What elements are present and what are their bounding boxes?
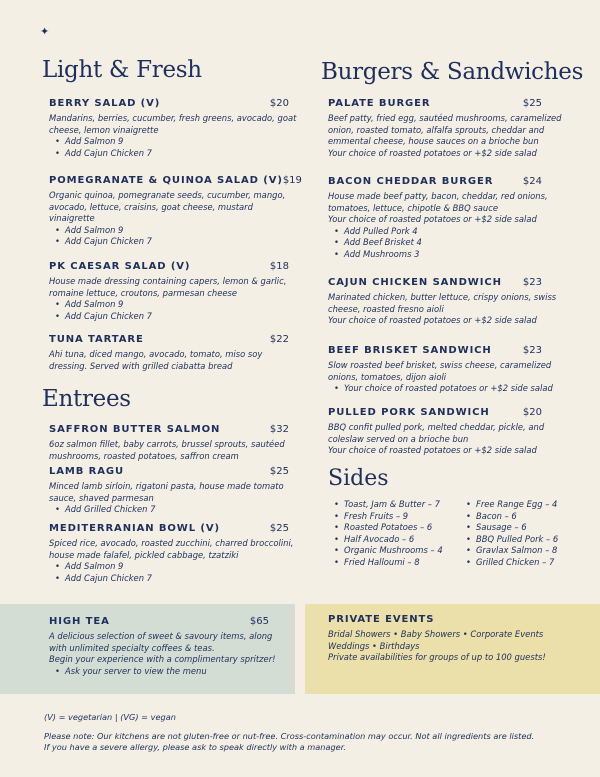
description-line: House made dressing containing capers, lemon & garlic,: [49, 276, 287, 286]
sides-list-left: [328, 499, 443, 569]
description-line: Spiced rice, avocado, roasted zucchini, charred broccolini,: [49, 538, 294, 548]
list-item: • Add Salmon 9: [49, 299, 289, 311]
addon-list: [49, 225, 289, 248]
description-line: Bridal Showers • Baby Showers • Corporate Events: [328, 629, 544, 639]
item-name: TUNA TARTARE: [49, 334, 144, 345]
menu-item: [49, 261, 289, 322]
footer-notes: [44, 712, 574, 754]
description-line: Organic quinoa, pomegranate seeds, cucumber, mango,: [49, 190, 286, 200]
description-line: vinaigrette: [49, 213, 95, 224]
description-line: Your choice of roasted potatoes or +$2 side salad: [328, 445, 537, 456]
addon-list: [328, 226, 542, 261]
menu-item: [328, 176, 548, 261]
item-description: [49, 631, 276, 666]
list-item: • Half Avocado – 6: [328, 534, 443, 546]
description-line: BBQ confit pulled pork, melted cheddar, pickle, and: [328, 422, 545, 432]
item-description: [49, 481, 289, 504]
item-price: $24: [522, 176, 542, 187]
list-item: • Add Mushrooms 3: [328, 249, 542, 261]
description-line: avocado, lettuce, craisins, goat cheese, mustard: [49, 201, 253, 212]
item-description: [328, 292, 557, 327]
menu-item: [328, 98, 562, 159]
item-price: $19: [282, 175, 302, 186]
list-item: • Add Pulled Pork 4: [328, 226, 542, 238]
sides-list-right: [460, 499, 558, 569]
item-name: MEDITERRANIAN BOWL (V): [49, 523, 220, 534]
description-line: coleslaw served on a brioche bun: [328, 433, 469, 444]
item-description: [328, 360, 552, 383]
item-description: [49, 439, 289, 462]
high-tea-box: [0, 604, 295, 694]
item-price: $25: [522, 98, 542, 109]
list-item: • Organic Mushrooms – 4: [328, 545, 443, 557]
item-price: $20: [269, 98, 289, 109]
description-line: Begin your experience with a complimentary spritzer!: [49, 654, 276, 665]
description-line: Mandarins, berries, cucumber, fresh greens, avocado, goat: [49, 113, 297, 123]
item-price: $23: [522, 277, 542, 288]
addon-list: [49, 666, 269, 678]
item-description: [49, 349, 289, 372]
list-item: • Sausage – 6: [460, 522, 558, 534]
item-description: [49, 190, 289, 225]
menu-item: [49, 523, 294, 584]
list-item: • Add Cajun Chicken 7: [49, 311, 289, 323]
menu-item: [328, 277, 557, 327]
menu-item: [49, 616, 276, 677]
item-description: [49, 276, 289, 299]
addon-list: [49, 504, 289, 516]
list-item: • Your choice of roasted potatoes or +$2 side salad: [328, 383, 542, 395]
menu-item: [49, 175, 302, 248]
description-line: tomatoes, lettuce, chipotle & BBQ sauce: [328, 202, 498, 213]
item-price: $65: [249, 616, 269, 627]
item-price: $18: [269, 261, 289, 272]
description-line: Beef patty, fried egg, sautéed mushrooms, caramelized: [328, 113, 562, 123]
menu-item: [49, 424, 289, 462]
allergy-note-2: If you have a severe allergy, please ask to speak directly with a manager.: [44, 742, 346, 752]
list-item: • Add Salmon 9: [49, 561, 289, 573]
private-events-block: [328, 614, 588, 664]
item-name: BERRY SALAD (V): [49, 98, 161, 109]
description-line: with unlimited specialty coffees & teas.: [49, 642, 215, 653]
item-name: LAMB RAGU: [49, 466, 125, 477]
item-name: PULLED PORK SANDWICH: [328, 407, 490, 418]
list-item: • Bacon – 6: [460, 511, 558, 523]
description-line: Weddings • Birthdays: [328, 640, 420, 651]
menu-item: [328, 345, 553, 395]
list-item: • Add Cajun Chicken 7: [49, 236, 289, 248]
item-price: $20: [522, 407, 542, 418]
item-description: [328, 113, 562, 159]
description-line: Marinated chicken, butter lettuce, crispy onions, swiss: [328, 292, 557, 302]
list-item: • Add Salmon 9: [49, 136, 289, 148]
description-line: dressing. Served with grilled ciabatta bread: [49, 360, 233, 371]
item-name: BEEF BRISKET SANDWICH: [328, 345, 492, 356]
item-name: POMEGRANATE & QUINOA SALAD (V): [49, 175, 283, 186]
item-name: SAFFRON BUTTER SALMON: [49, 424, 221, 435]
list-item: • Grilled Chicken – 7: [460, 557, 558, 569]
description-line: cheese, roasted fresno aioli: [328, 303, 444, 314]
description-line: sauce, shaved parmesan: [49, 492, 154, 503]
item-price: $22: [269, 334, 289, 345]
item-price: $25: [269, 523, 289, 534]
list-item: • Toast, Jam & Butter – 7: [328, 499, 443, 511]
list-item: • BBQ Pulled Pork – 6: [460, 534, 558, 546]
allergy-note: Please note: Our kitchens are not gluten-free or nut-free. Cross-contamination may occur. Not all ingredients are listed.: [44, 730, 535, 741]
section-title-light-fresh: Light & Fresh: [42, 57, 202, 83]
item-name: PALATE BURGER: [328, 98, 431, 109]
description-line: Private availabilities for groups of up to 100 guests!: [328, 652, 546, 663]
item-description: [328, 629, 588, 664]
item-price: $32: [269, 424, 289, 435]
list-item: • Fried Halloumi – 8: [328, 557, 443, 569]
item-description: [328, 191, 548, 226]
item-description: [49, 113, 297, 136]
addon-list: [49, 561, 289, 584]
description-line: Ahi tuna, diced mango, avocado, tomato, miso soy: [49, 349, 263, 359]
diet-legend: (V) = vegetarian | (VG) = vegan: [44, 712, 176, 722]
list-item: • Add Salmon 9: [49, 225, 289, 237]
description-line: onions, tomatoes, dijon aioli: [328, 371, 447, 382]
description-line: Your choice of roasted potatoes or +$2 side salad: [328, 214, 537, 225]
addon-list: [49, 299, 289, 322]
section-title-entrees: Entrees: [42, 386, 131, 412]
description-line: cheese, lemon vinaigrette: [49, 124, 159, 135]
list-item: • Roasted Potatoes – 6: [328, 522, 443, 534]
item-description: [328, 422, 545, 457]
description-line: onion, roasted tomato, alfalfa sprouts, cheddar and: [328, 124, 545, 135]
menu-item: [49, 466, 289, 516]
description-line: mushrooms, roasted potatoes, saffron cream: [49, 450, 239, 461]
description-line: Your choice of roasted potatoes or +$2 side salad: [328, 315, 537, 326]
description-line: 6oz salmon fillet, baby carrots, brussel sprouts, sautéed: [49, 439, 285, 449]
item-price: $23: [522, 345, 542, 356]
list-item: • Gravlax Salmon – 8: [460, 545, 558, 557]
item-name: HIGH TEA: [49, 616, 110, 627]
description-line: Minced lamb sirloin, rigatoni pasta, house made tomato: [49, 481, 284, 491]
list-item: • Add Grilled Chicken 7: [49, 504, 289, 516]
description-line: Your choice of roasted potatoes or +$2 side salad: [328, 147, 537, 158]
menu-item: [49, 98, 297, 159]
item-price: $25: [269, 466, 289, 477]
item-name: PRIVATE EVENTS: [328, 614, 435, 625]
menu-item: [328, 407, 545, 457]
star-ornament-icon: ✦: [40, 25, 50, 38]
section-title-sides: Sides: [328, 466, 389, 491]
description-line: romaine lettuce, croutons, parmesan cheese: [49, 287, 238, 298]
description-line: emmental cheese, house sauces on a brioche bun: [328, 136, 539, 147]
item-name: CAJUN CHICKEN SANDWICH: [328, 277, 502, 288]
list-item: • Add Beef Brisket 4: [328, 237, 542, 249]
section-title-burgers: Burgers & Sandwiches: [321, 59, 584, 85]
list-item: • Fresh Fruits – 9: [328, 511, 443, 523]
list-item: • Add Cajun Chicken 7: [49, 148, 289, 160]
list-item: • Free Range Egg – 4: [460, 499, 558, 511]
item-name: BACON CHEDDAR BURGER: [328, 176, 494, 187]
description-line: A delicious selection of sweet & savoury items, along: [49, 631, 273, 641]
item-description: [49, 538, 294, 561]
description-line: house made falafel, pickled cabbage, tzatziki: [49, 549, 239, 560]
addon-list: [49, 136, 289, 159]
menu-item: [49, 334, 289, 372]
private-events-box: [305, 604, 600, 694]
addon-list: [328, 383, 553, 395]
list-item: • Add Cajun Chicken 7: [49, 573, 289, 585]
item-name: PK CAESAR SALAD (V): [49, 261, 191, 272]
description-line: House made beef patty, bacon, cheddar, red onions,: [328, 191, 548, 201]
list-item: • Ask your server to view the menu: [49, 666, 269, 678]
description-line: Slow roasted beef brisket, swiss cheese, caramelized: [328, 360, 552, 370]
